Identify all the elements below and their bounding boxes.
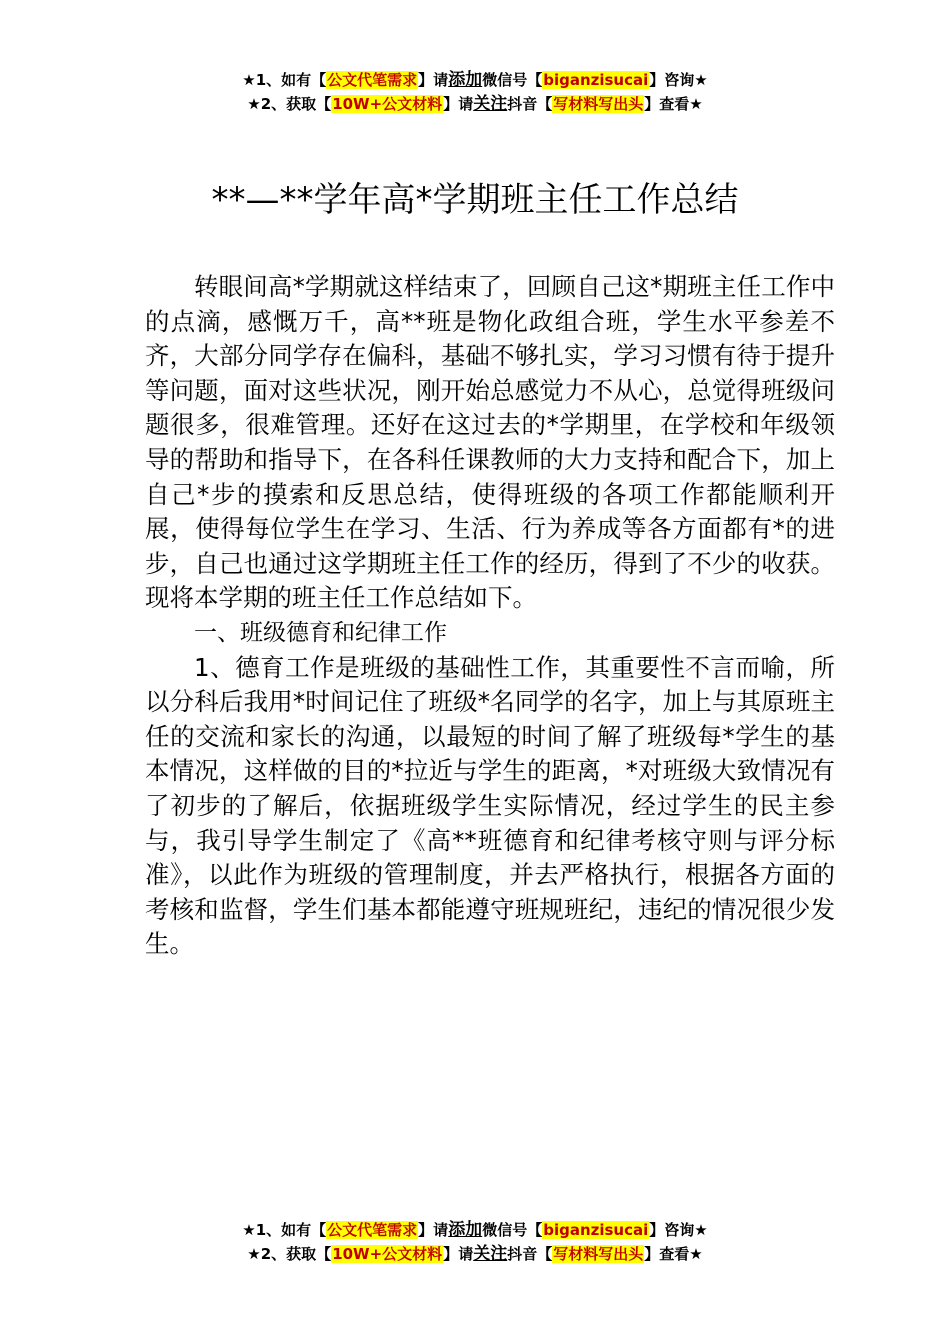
document-title: **—**学年高*学期班主任工作总结 — [211, 180, 739, 220]
promo-text: 】查看★ — [644, 95, 703, 113]
promo-text: 】咨询★ — [649, 1221, 708, 1239]
promo-text: ★2、获取【 — [247, 95, 332, 113]
section-heading: 一、班级德育和纪律工作 — [194, 619, 447, 646]
paragraph-intro: 转眼间高*学期就这样结束了，回顾自己这*期班主任工作中的点滴，感慨万千，高**班是物化政组合班，学生水平参差不齐，大部分同学存在偏科，基础不够扎实，学习习惯有待于提升等问题，面对这些状况，刚开始总感觉力不从心，总觉得班级问题很多，很难管理。还好在这过去的*学期里，在学校和年级领导的帮助和指导下，在各科任课教师的大力支持和配合下，加上自己*步的摸索和反思总结，使得班级的各项工作都能顺利开展，使得每位学生在学习、生活、行为养成等各方面都有*的进步，自己也通过这学期班主任工作的经历，得到了不少的收获。现将本学期的班主任工作总结如下。 — [145, 272, 835, 613]
promo-line-1 — [0, 68, 950, 92]
promo-emphasis: 关注 — [473, 94, 508, 114]
promo-line-1 — [0, 1218, 950, 1242]
promo-banner-top — [0, 68, 950, 116]
promo-text: 抖音【 — [507, 1245, 553, 1263]
promo-emphasis: 关注 — [473, 1244, 508, 1264]
promo-text: 】咨询★ — [649, 71, 708, 89]
promo-text: 微信号【 — [482, 1221, 543, 1239]
promo-text: ★2、获取【 — [247, 1245, 332, 1263]
promo-banner-bottom — [0, 1218, 950, 1266]
highlight-wechat-id: biganzisucai — [543, 1221, 649, 1239]
promo-line-2 — [0, 1242, 950, 1266]
promo-text: 】请 — [418, 1221, 449, 1239]
highlight-materials: 10W+公文材料 — [332, 95, 443, 113]
promo-text: 抖音【 — [507, 95, 553, 113]
promo-text: 】请 — [443, 95, 474, 113]
promo-text: 】查看★ — [644, 1245, 703, 1263]
highlight-douyin-account: 写材料写出头 — [553, 95, 644, 113]
highlight-service: 公文代笔需求 — [327, 1221, 418, 1239]
promo-text: 】请 — [443, 1245, 474, 1263]
promo-line-2 — [0, 92, 950, 116]
promo-text: 微信号【 — [482, 71, 543, 89]
promo-emphasis: 添加 — [448, 70, 483, 90]
promo-emphasis: 添加 — [448, 1220, 483, 1240]
paragraph-moral-education: 1、德育工作是班级的基础性工作，其重要性不言而喻，所以分科后我用*时间记住了班级*名同学的名字，加上与其原班主任的交流和家长的沟通，以最短的时间了解了班级每*学生的基本情况，这样做的目的*拉近与学生的距离，*对班级大致情况有了初步的了解后，依据班级学生实际情况，经过学生的民主参与，我引导学生制定了《高**班德育和纪律考核守则与评分标准》，以此作为班级的管理制度，并去严格执行，根据各方面的考核和监督，学生们基本都能遵守班规班纪，违纪的情况很少发生。 — [145, 652, 835, 959]
highlight-service: 公文代笔需求 — [327, 71, 418, 89]
document-body — [145, 270, 835, 962]
promo-text: ★1、如有【 — [242, 1221, 327, 1239]
promo-text: 】请 — [418, 71, 449, 89]
highlight-wechat-id: biganzisucai — [543, 71, 649, 89]
highlight-materials: 10W+公文材料 — [332, 1245, 443, 1263]
highlight-douyin-account: 写材料写出头 — [553, 1245, 644, 1263]
promo-text: ★1、如有【 — [242, 71, 327, 89]
